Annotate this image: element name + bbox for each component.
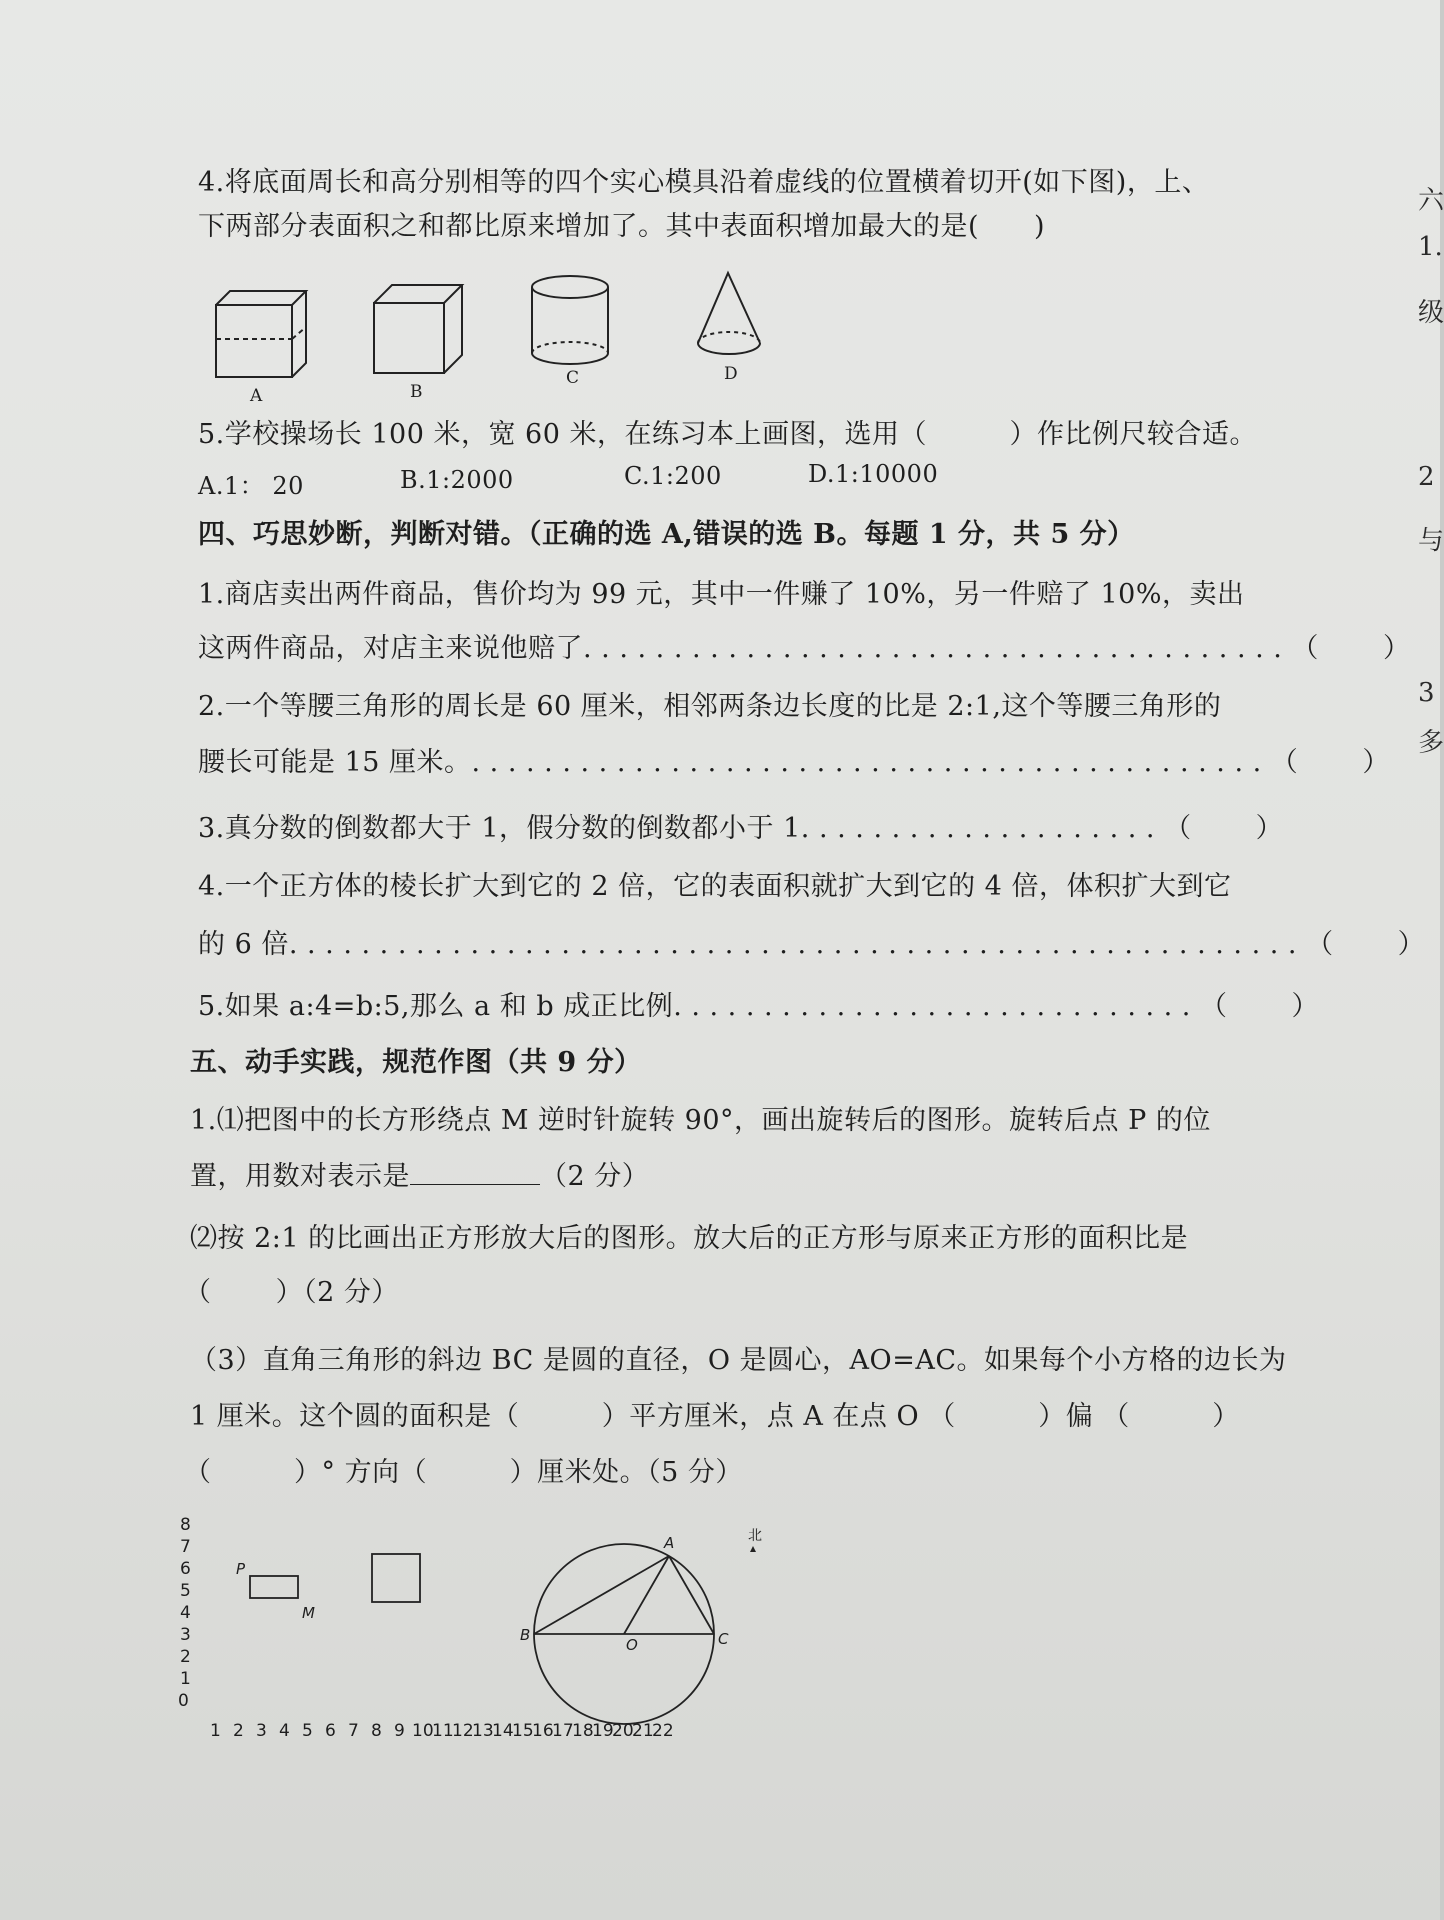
x-label: 17 bbox=[552, 1721, 574, 1741]
judge-item: 5.如果 a:4=b:5,那么 a 和 b 成正比例. . . . . . . . . . . . . . . . . . . . . . . . . . . . . （ ） bbox=[198, 991, 1320, 1022]
x-label: 7 bbox=[348, 1721, 359, 1741]
edge-char: 1. bbox=[1418, 232, 1443, 262]
edge-char: 级 bbox=[1418, 298, 1444, 328]
x-label: 12 bbox=[452, 1721, 474, 1741]
x-label: 18 bbox=[572, 1721, 594, 1741]
q1-part3-line2: 1 厘米。这个圆的面积是（ ）平方厘米，点 A 在点 O （ ）偏 （ ） bbox=[190, 1401, 1240, 1432]
q1-part2-line2: （ ）（2 分） bbox=[184, 1277, 399, 1308]
x-label: 11 bbox=[432, 1721, 454, 1741]
edge-char: 六 bbox=[1418, 186, 1444, 216]
judge-item: 4.一个正方体的棱长扩大到它的 2 倍，它的表面积就扩大到它的 4 倍，体积扩大到它 bbox=[198, 871, 1232, 902]
north-arrow-icon bbox=[750, 1546, 756, 1552]
circle-triangle-figure bbox=[534, 1544, 714, 1724]
figure-label-b: B bbox=[410, 382, 423, 402]
y-axis-labels bbox=[178, 1515, 191, 1711]
point-a-label: A bbox=[664, 1534, 675, 1552]
north-label: 北 bbox=[748, 1528, 762, 1544]
q1-part2-line1: ⑵按 2:1 的比画出正方形放大后的图形。放大后的正方形与原来正方形的面积比是 bbox=[190, 1223, 1189, 1254]
q1-part3-line1: （3）直角三角形的斜边 BC 是圆的直径，O 是圆心，AO=AC。如果每个小方格的边长为 bbox=[190, 1345, 1287, 1376]
judge-item: 1.商店卖出两件商品，售价均为 99 元，其中一件赚了 10%，另一件赔了 10%，卖出 bbox=[198, 579, 1245, 610]
x-label: 10 bbox=[412, 1721, 434, 1741]
judge-item: 这两件商品，对店主来说他赔了. . . . . . . . . . . . . . . . . . . . . . . . . . . . . . . . . . . . . . . （ ） bbox=[198, 633, 1411, 664]
x-label: 4 bbox=[279, 1721, 290, 1741]
x-label: 1 bbox=[210, 1721, 221, 1741]
y-label: 8 bbox=[180, 1515, 191, 1535]
cuboid-figure-a bbox=[216, 291, 306, 377]
y-label: 0 bbox=[178, 1691, 189, 1711]
figure-label-c: C bbox=[566, 368, 580, 388]
y-label: 2 bbox=[180, 1647, 191, 1667]
x-label: 8 bbox=[371, 1721, 382, 1741]
judge-item: 腰长可能是 15 厘米。. . . . . . . . . . . . . . . . . . . . . . . . . . . . . . . . . . . . . . . . . . . . （ ） bbox=[198, 747, 1390, 778]
point-p-label: P bbox=[236, 1560, 246, 1578]
x-label: 2 bbox=[233, 1721, 244, 1741]
edge-char: 3 bbox=[1418, 678, 1435, 708]
x-label: 21 bbox=[632, 1721, 654, 1741]
x-label: 14 bbox=[492, 1721, 514, 1741]
x-axis-labels bbox=[210, 1721, 674, 1741]
x-label: 9 bbox=[394, 1721, 405, 1741]
q4-line2: 下两部分表面积之和都比原来增加了。其中表面积增加最大的是( ) bbox=[198, 211, 1046, 242]
x-label: 22 bbox=[652, 1721, 674, 1741]
small-square bbox=[372, 1554, 420, 1602]
figure-label-d: D bbox=[724, 364, 738, 384]
q4-line1: 4.将底面周长和高分别相等的四个实心模具沿着虚线的位置横着切开(如下图)，上、 bbox=[198, 167, 1210, 198]
judge-item: 的 6 倍. . . . . . . . . . . . . . . . . . . . . . . . . . . . . . . . . . . . . . . . . . . . . . . . . . . . . . . . （ ） bbox=[198, 929, 1426, 960]
y-label: 7 bbox=[180, 1537, 191, 1557]
y-label: 5 bbox=[180, 1581, 191, 1601]
cube-figure-b bbox=[374, 285, 462, 373]
section5-heading: 五、动手实践，规范作图（共 9 分） bbox=[190, 1047, 642, 1078]
point-m-label: M bbox=[302, 1604, 315, 1622]
figure-label-a: A bbox=[250, 386, 263, 406]
x-label: 15 bbox=[512, 1721, 534, 1741]
q1-part1-score: （2 分） bbox=[540, 1161, 650, 1192]
judge-item: 3.真分数的倒数都大于 1，假分数的倒数都小于 1. . . . . . . . . . . . . . . . . . . . （ ） bbox=[198, 813, 1284, 844]
q5-stem: 5.学校操场长 100 米，宽 60 米，在练习本上画图，选用（ ）作比例尺较合适。 bbox=[198, 419, 1257, 450]
answer-blank-line[interactable] bbox=[410, 1162, 540, 1185]
q1-part3-line3: （ ）° 方向（ ）厘米处。（5 分） bbox=[184, 1457, 743, 1488]
x-label: 20 bbox=[612, 1721, 634, 1741]
small-rectangle bbox=[250, 1576, 298, 1598]
y-label: 3 bbox=[180, 1625, 191, 1645]
edge-char: 2 bbox=[1418, 462, 1435, 492]
point-o-label: O bbox=[626, 1636, 638, 1654]
y-label: 6 bbox=[180, 1559, 191, 1579]
q5-option-c: C.1:200 bbox=[624, 462, 722, 490]
cylinder-figure-c bbox=[532, 276, 608, 364]
q5-option-b: B.1:2000 bbox=[400, 466, 514, 494]
x-label: 3 bbox=[256, 1721, 267, 1741]
q5-option-d: D.1:10000 bbox=[808, 460, 939, 488]
q5-option-a: A.1： 20 bbox=[198, 472, 304, 500]
x-label: 19 bbox=[592, 1721, 614, 1741]
section4-heading: 四、巧思妙断，判断对错。（正确的选 A,错误的选 B。每题 1 分，共 5 分） bbox=[198, 519, 1135, 550]
q4-figures bbox=[200, 265, 760, 405]
point-b-label: B bbox=[520, 1626, 531, 1644]
grid-figure bbox=[170, 1510, 850, 1770]
judge-item: 2.一个等腰三角形的周长是 60 厘米，相邻两条边长度的比是 2:1,这个等腰三角形的 bbox=[198, 691, 1222, 722]
q1-part1-line1: 1.⑴把图中的长方形绕点 M 逆时针旋转 90°，画出旋转后的图形。旋转后点 P 的位 bbox=[190, 1105, 1211, 1136]
q1-part1-line2 bbox=[190, 1154, 649, 1193]
x-label: 13 bbox=[472, 1721, 494, 1741]
cone-figure-d bbox=[698, 273, 760, 354]
x-label: 6 bbox=[325, 1721, 336, 1741]
edge-char: 与 bbox=[1418, 526, 1444, 556]
y-label: 1 bbox=[180, 1669, 191, 1689]
y-label: 4 bbox=[180, 1603, 191, 1623]
x-label: 5 bbox=[302, 1721, 313, 1741]
point-c-label: C bbox=[718, 1630, 729, 1648]
q1-part1-line2-text: 置，用数对表示是 bbox=[190, 1161, 410, 1192]
x-label: 16 bbox=[532, 1721, 554, 1741]
edge-char: 多 bbox=[1418, 728, 1444, 758]
